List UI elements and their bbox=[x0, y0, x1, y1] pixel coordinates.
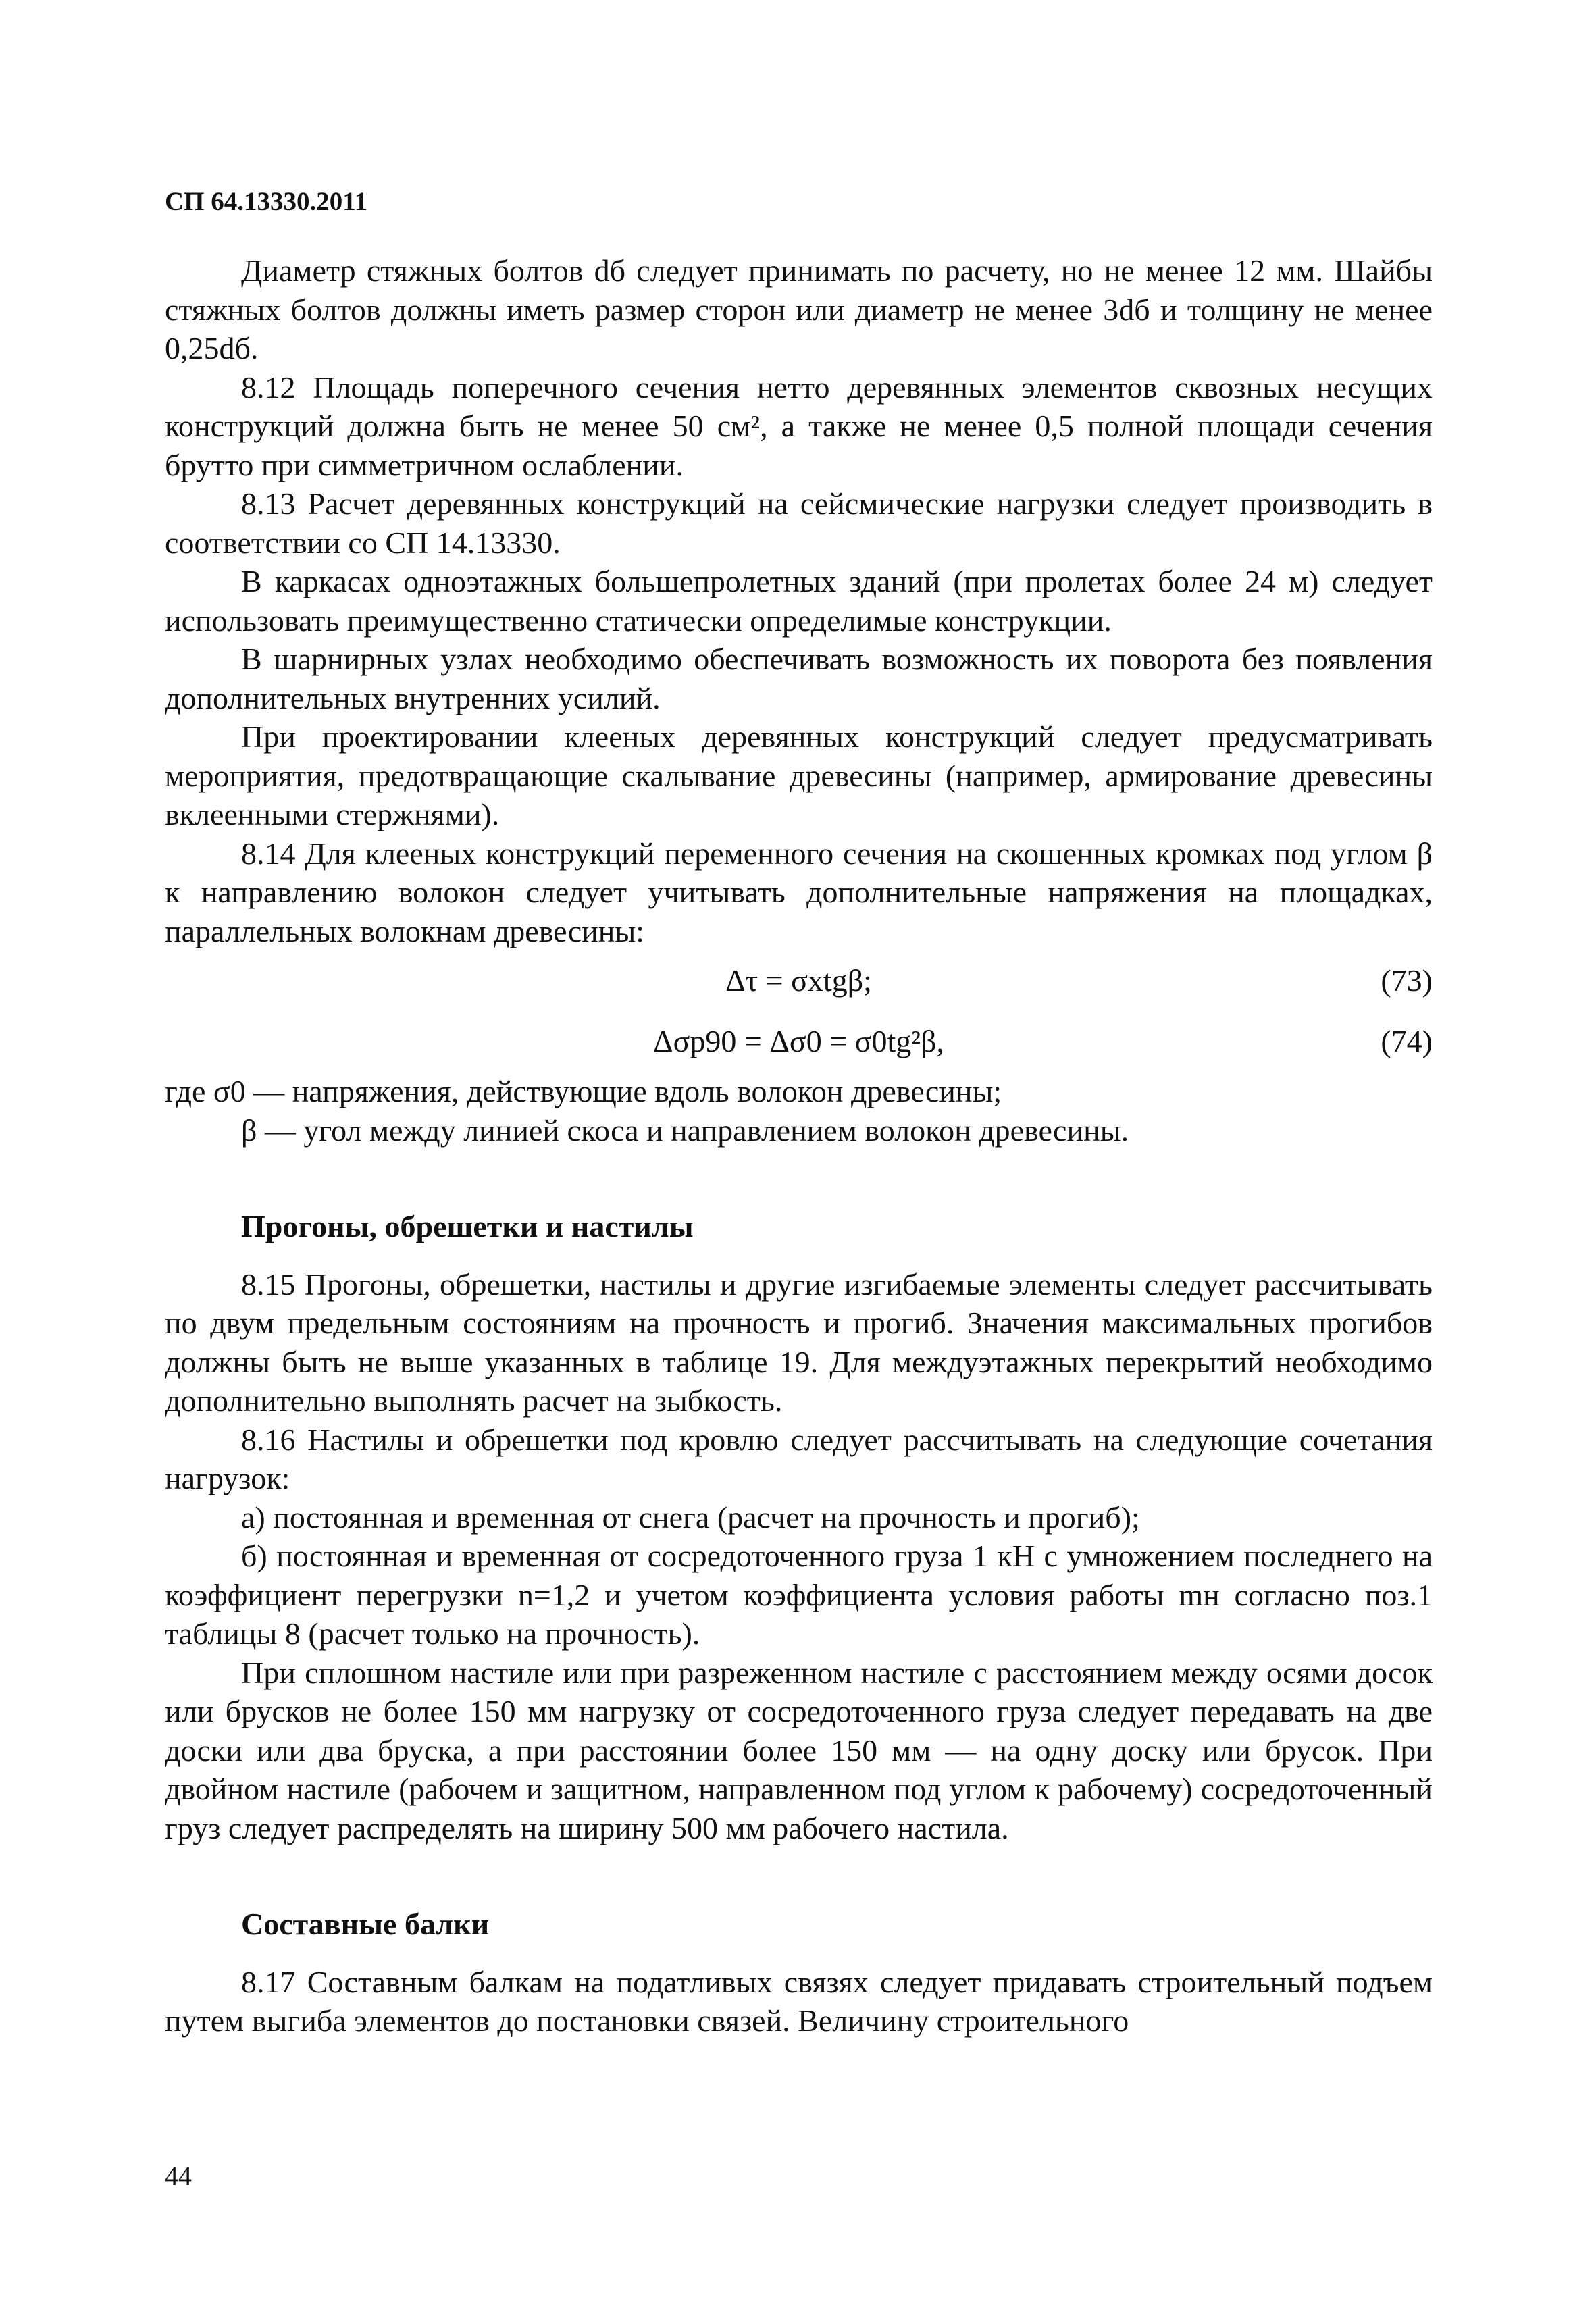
list-item-b: б) постоянная и временная от сосредоточенного груза 1 кН с умножением последнего на коэффициент перегрузки n=1,2 и учетом коэффициента условия работы mн согласно поз.1 таблицы 8 (расчет только на прочность). bbox=[165, 1539, 1433, 1651]
formula-73 bbox=[165, 950, 1433, 1011]
formula-74 bbox=[165, 1011, 1433, 1072]
document-body bbox=[165, 251, 1433, 2040]
formula-73-expression: Δτ = σxtgβ; bbox=[725, 963, 872, 998]
paragraph-decking-load: При сплошном настиле или при разреженном настиле с расстоянием между осями досок или брусков не более 150 мм нагрузку от сосредоточенного груза следует передавать на две доски или два бруска, а при расстоянии более 150 мм — на одну доску или брусок. При двойном настиле (рабочем и защитном, направленном под углом к рабочему) сосредоточенный груз следует распределять на ширину 500 мм рабочего настила. bbox=[165, 1655, 1433, 1845]
paragraph-glued-structures: При проектировании клееных деревянных конструкций следует предусматривать мероприятия, предотвращающие скалывание древесины (например, армирование древесины вклеенными стержнями). bbox=[165, 719, 1433, 831]
page-number: 44 bbox=[165, 2161, 192, 2191]
paragraph-8-12: 8.12 Площадь поперечного сечения нетто деревянных элементов сквозных несущих конструкций должна быть не менее 50 см², а также не менее 0,5 полной площади сечения брутто при симметричном ослаблении. bbox=[165, 369, 1433, 482]
formula-74-expression: Δσp90 = Δσ0 = σ0tg²β, bbox=[653, 1024, 944, 1058]
paragraph-hinge-joints: В шарнирных узлах необходимо обеспечивать возможность их поворота без появления дополнительных внутренних усилий. bbox=[165, 642, 1433, 715]
formula-73-number: (73) bbox=[1381, 963, 1433, 998]
paragraph-8-15: 8.15 Прогоны, обрешетки, настилы и другие изгибаемые элементы следует рассчитывать по двум предельным состояниям на прочность и прогиб. Значения максимальных прогибов должны быть не выше указанных в таблице 19. Для междуэтажных перекрытий необходимо дополнительно выполнять расчет на зыбкость. bbox=[165, 1266, 1433, 1418]
paragraph-8-13: 8.13 Расчет деревянных конструкций на сейсмические нагрузки следует производить в соответствии со СП 14.13330. bbox=[165, 486, 1433, 560]
paragraph-frames: В каркасах одноэтажных большепролетных зданий (при пролетах более 24 м) следует использовать преимущественно статически определимые конструкции. bbox=[165, 564, 1433, 638]
list-item-a: а) постоянная и временная от снега (расчет на прочность и прогиб); bbox=[241, 1499, 1140, 1535]
document-code-header: СП 64.13330.2011 bbox=[165, 187, 368, 216]
where-line-beta: β — угол между линией скоса и направлением волокон древесины. bbox=[241, 1112, 1129, 1148]
paragraph-8-17: 8.17 Составным балкам на податливых связях следует придавать строительный подъем путем выгиба элементов до постановки связей. Величину строительного bbox=[165, 1964, 1433, 2038]
formula-74-number: (74) bbox=[1381, 1024, 1433, 1058]
paragraph-bolt-diameter: Диаметр стяжных болтов dб следует принимать по расчету, но не менее 12 мм. Шайбы стяжных болтов должны иметь размер сторон или диаметр не менее 3dб и толщину не менее 0,25dб. bbox=[165, 253, 1433, 365]
where-line-sigma0: где σ0 — напряжения, действующие вдоль волокон древесины; bbox=[165, 1074, 1002, 1108]
section-heading-composite-beams: Составные балки bbox=[241, 1907, 490, 1941]
section-heading-purlins: Прогоны, обрешетки и настилы bbox=[241, 1209, 694, 1243]
paragraph-8-16: 8.16 Настилы и обрешетки под кровлю следует рассчитывать на следующие сочетания нагрузок: bbox=[165, 1422, 1433, 1495]
paragraph-8-14: 8.14 Для клееных конструкций переменного сечения на скошенных кромках под углом β к направлению волокон следует учитывать дополнительные напряжения на площадках, параллельных волокнам древесины: bbox=[165, 835, 1433, 948]
